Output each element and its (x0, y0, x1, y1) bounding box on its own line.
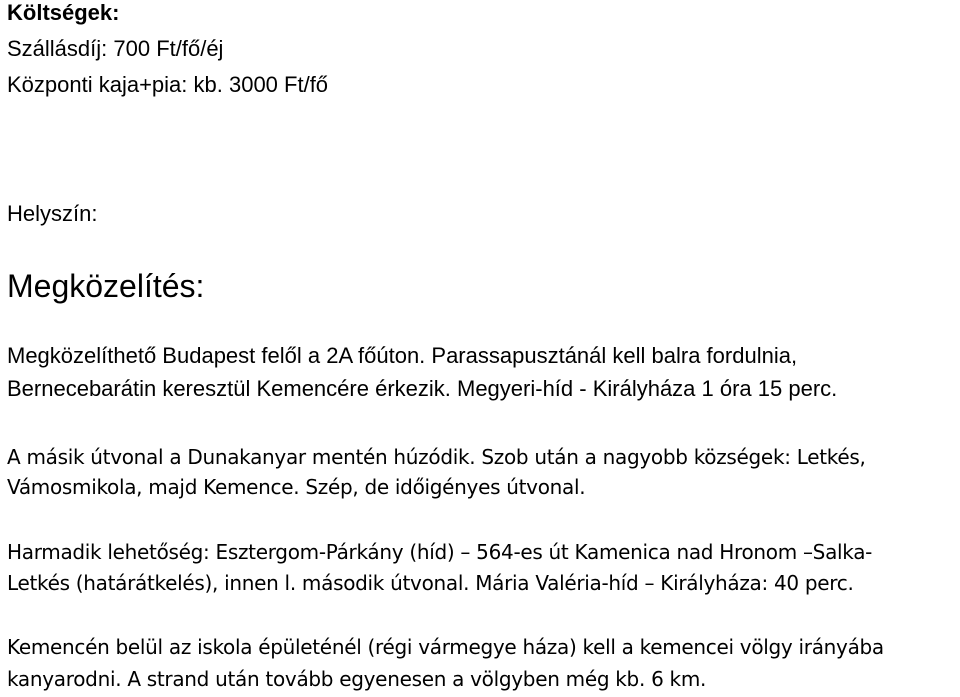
paragraph-line: Kemencén belül az iskola épületénél (régi vármegye háza) kell a kemencei völgy irányába (7, 635, 884, 659)
paragraph-line: Harmadik lehetőség: Esztergom-Párkány (híd) – 564-es út Kamenica nad Hronom –Salka- (7, 540, 873, 564)
paragraph-line: Bernecebarátin keresztül Kemencére érkezik. Megyeri-híd - Királyháza 1 óra 15 perc. (7, 376, 838, 401)
approach-heading: Megközelítés: (7, 268, 205, 304)
location-label: Helyszín: (7, 201, 98, 226)
cost-lodging: Szállásdíj: 700 Ft/fő/éj (7, 36, 224, 61)
costs-title: Költségek: (7, 0, 120, 25)
paragraph-line: Vámosmikola, majd Kemence. Szép, de időigényes útvonal. (7, 475, 586, 499)
paragraph-line: kanyarodni. A strand után tovább egyenesen a völgyben még kb. 6 km. (7, 667, 707, 691)
cost-food: Központi kaja+pia: kb. 3000 Ft/fő (7, 72, 329, 97)
paragraph-line: A másik útvonal a Dunakanyar mentén húzódik. Szob után a nagyobb községek: Letkés, (7, 445, 866, 469)
paragraph-line: Megközelíthető Budapest felől a 2A főúton. Parassapusztánál kell balra fordulnia, (7, 343, 798, 368)
paragraph-line: Letkés (határátkelés), innen l. második útvonal. Mária Valéria-híd – Királyháza: 40 perc. (7, 571, 854, 595)
